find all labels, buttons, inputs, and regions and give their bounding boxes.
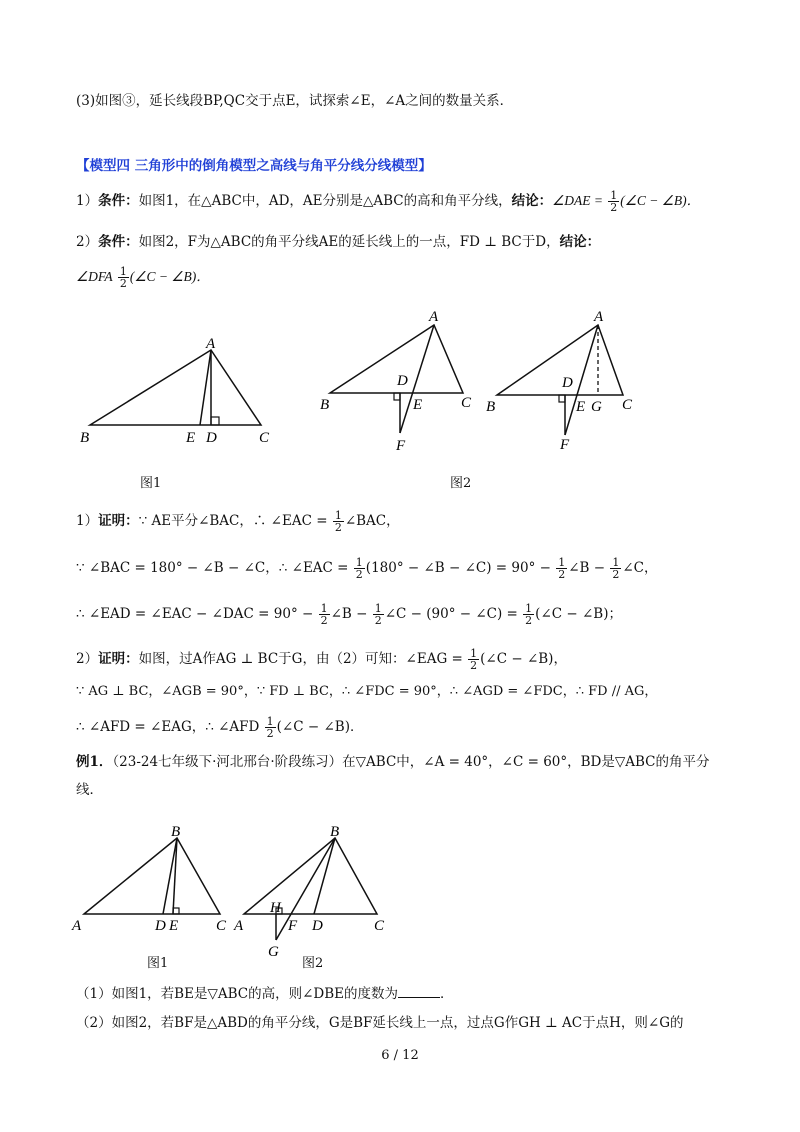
figure-2-caption: 图2 (450, 476, 472, 491)
e1-label-D: D (155, 918, 166, 934)
f1-label-A: A (206, 336, 216, 352)
half-fraction: $\frac{1}{2}$ (470, 647, 478, 672)
cond2-prefix: 2） (76, 234, 99, 250)
cond1-label: 条件： (98, 193, 139, 209)
example-question-2: （2）如图2，若BF是△ABD的角平分线，G是BF延长线上一点，过点G作GH ⊥ AC于点H，则∠G的 (76, 1015, 684, 1031)
half-fraction: $\frac{1}{2}$ (610, 189, 618, 214)
cond2-label: 条件： (98, 234, 139, 250)
figure-2 (318, 305, 483, 455)
cond2-concl-tail: (∠C − ∠B)． (129, 269, 210, 284)
f3-label-G: G (591, 399, 602, 415)
half-fraction: $\frac{1}{2}$ (119, 265, 127, 290)
half-fraction: $\frac{1}{2}$ (334, 509, 342, 534)
e1-label-E: E (169, 918, 179, 934)
f3-label-E: E (576, 399, 586, 415)
proof2-line2: ∵ AG ⊥ BC，∠AGB = 90°，∵ FD ⊥ BC，∴ ∠FDC = 90°，∴ ∠AGD = ∠FDC，∴ FD // AG， (76, 684, 658, 699)
f3-label-C: C (622, 397, 633, 413)
example-figure-1-caption: 图1 (147, 956, 169, 971)
f2-label-F: F (396, 438, 406, 454)
proof2-line1: 2）证明：如图，过A作AG ⊥ BC于G，由（2）可知：∠EAG = $\frac{1}{2}$ (∠C − ∠B)， (76, 647, 567, 672)
condition-2 (76, 233, 600, 251)
figure-1-caption: 图1 (140, 476, 162, 491)
figure-1 (76, 330, 286, 450)
example-label: 例1． (76, 754, 113, 770)
example-1-cont: 线． (76, 782, 103, 798)
page-number: 6 / 12 (381, 1048, 419, 1063)
e2-label-A: A (234, 918, 244, 934)
f3-label-B: B (486, 399, 496, 415)
f3-label-F: F (560, 437, 570, 453)
e1-label-B: B (171, 824, 181, 840)
f3-label-D: D (562, 375, 573, 391)
half-fraction: $\frac{1}{2}$ (355, 556, 363, 581)
cond2-text: 如图2，F为△ABC的角平分线AE的延长线上的一点，FD ⊥ BC于D， (138, 234, 560, 250)
cond2-concl-label: 结论： (559, 234, 601, 250)
cond1-concl-label: 结论： (511, 193, 553, 209)
f1-label-D: D (206, 430, 217, 446)
cond1-concl-math: ∠DAE = (552, 193, 603, 208)
e1-label-A: A (72, 918, 82, 934)
f2-label-B: B (320, 397, 330, 413)
f3-label-A: A (594, 309, 604, 325)
half-fraction: $\frac{1}{2}$ (558, 556, 566, 581)
e2-label-F: F (288, 918, 298, 934)
e2-label-C: C (374, 918, 385, 934)
condition-2-conclusion (76, 266, 210, 289)
e2-label-B: B (330, 824, 340, 840)
f1-label-B: B (80, 430, 90, 446)
cond1-text: 如图1，在△ABC中，AD，AE分别是△ABC的高和角平分线， (138, 193, 512, 209)
example-figure-1 (70, 822, 240, 937)
cond1-concl-tail: (∠C − ∠B)． (620, 193, 701, 208)
figure-3 (483, 305, 653, 455)
half-fraction: $\frac{1}{2}$ (374, 602, 382, 627)
f1-label-C: C (259, 430, 270, 446)
f2-label-D: D (397, 373, 408, 389)
half-fraction: $\frac{1}{2}$ (525, 602, 533, 627)
example-1 (76, 753, 710, 771)
question-3: (3)如图③，延长线段BP,QC交于点E，试探索∠E，∠A之间的数量关系． (76, 93, 514, 109)
example-figure-2-caption: 图2 (302, 956, 324, 971)
f1-label-E: E (186, 430, 196, 446)
example-question-1: （1）如图1，若BE是▽ABC的高，则∠DBE的度数为 ． (76, 986, 454, 1002)
half-fraction: $\frac{1}{2}$ (266, 715, 274, 740)
example-text: （23-24七年级下·河北邢台·阶段练习）在▽ABC中，∠A = 40°，∠C = 60°，BD是▽ABC的角平分 (112, 754, 710, 770)
condition-1 (76, 190, 700, 213)
proof1-line1: 1）证明：∵ AE平分∠BAC，∴ ∠EAC = $\frac{1}{2}$ ∠BAC， (76, 509, 400, 534)
answer-blank[interactable] (398, 985, 440, 998)
cond1-prefix: 1） (76, 193, 99, 209)
e2-label-D: D (312, 918, 323, 934)
f2-label-E: E (413, 397, 423, 413)
f2-label-C: C (461, 395, 472, 411)
e2-label-H: H (270, 900, 281, 916)
model-title: 【模型四 三角形中的倒角模型之高线与角平分线分线模型】 (76, 158, 432, 174)
half-fraction: $\frac{1}{2}$ (320, 602, 328, 627)
e1-label-C: C (216, 918, 227, 934)
example-figure-2 (232, 822, 392, 962)
half-fraction: $\frac{1}{2}$ (612, 556, 620, 581)
cond2-concl-math: ∠DFA (76, 269, 113, 284)
proof2-line3: ∴ ∠AFD = ∠EAG，∴ ∠AFD $\frac{1}{2}$ (∠C − ∠B)． (76, 715, 364, 740)
proof1-line2: ∵ ∠BAC = 180° − ∠B − ∠C，∴ ∠EAC = $\frac{1}{2}$ (180° − ∠B − ∠C) = 90° − $\frac{1}{2}$ ∠B − $\frac{1}{2}$ ∠C， (76, 556, 658, 581)
proof1-line3: ∴ ∠EAD = ∠EAC − ∠DAC = 90° − $\frac{1}{2}$ ∠B − $\frac{1}{2}$ ∠C − (90° − ∠C) = $\frac{1}{2}$ (∠C − ∠B)； (76, 602, 622, 627)
f2-label-A: A (429, 309, 439, 325)
e2-label-G: G (268, 944, 279, 960)
